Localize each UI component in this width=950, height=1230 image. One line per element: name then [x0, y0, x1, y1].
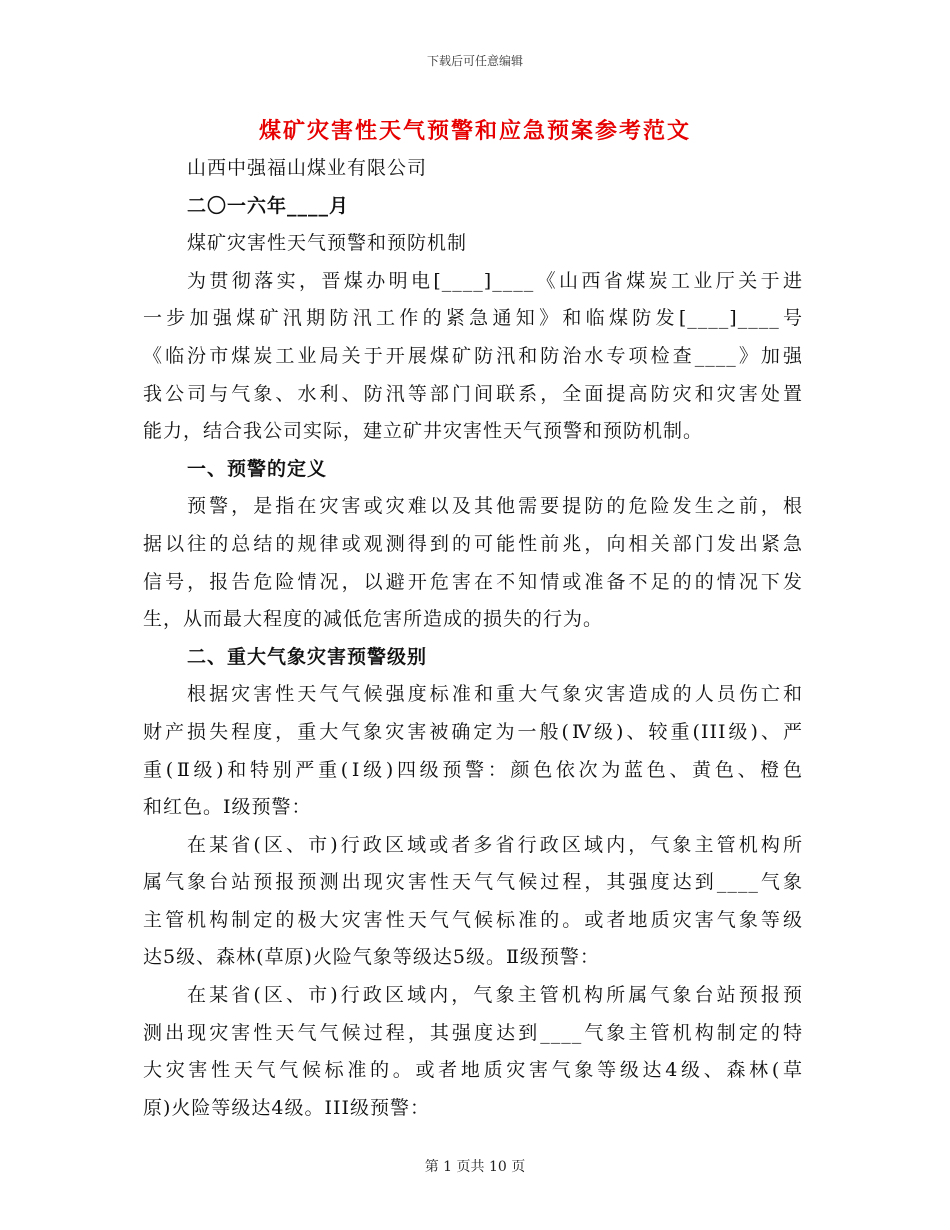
paragraph-line: 信号，报告危险情况，以避开危害在不知情或准备不足的的情况下发: [143, 570, 803, 593]
paragraph-line: 根据灾害性天气气候强度标准和重大气象灾害造成的人员伤亡和: [187, 683, 803, 706]
paragraph-line: 主管机构制定的极大灾害性天气气候标准的。或者地质灾害气象等级: [143, 908, 803, 931]
paragraph-line: 在某省(区、市)行政区域内，气象主管机构所属气象台站预报预: [187, 984, 803, 1007]
paragraph-line: 在某省(区、市)行政区域或者多省行政区域内，气象主管机构所: [187, 833, 803, 856]
paragraph-line: 山西中强福山煤业有限公司: [187, 157, 428, 179]
page-footer: 第 1 页共 10 页: [424, 1159, 526, 1175]
paragraph-line: 达5级、森林(草原)火险气象等级达5级。Ⅱ级预警：: [143, 946, 600, 969]
paragraph-line: 据以往的总结的规律或观测得到的可能性前兆，向相关部门发出紧急: [143, 532, 803, 555]
paragraph-line: 一步加强煤矿汛期防汛工作的紧急通知》和临煤防发[____]____号: [143, 307, 803, 330]
section-heading: 二、重大气象灾害预警级别: [187, 645, 428, 668]
section-heading: 一、预警的定义: [187, 457, 328, 480]
paragraph-line: 财产损失程度，重大气象灾害被确定为一般(Ⅳ级)、较重(III级)、严: [143, 720, 803, 743]
paragraph-line: 《临汾市煤炭工业局关于开展煤矿防汛和防治水专项检查____》加强: [143, 344, 803, 367]
paragraph-line: 煤矿灾害性天气预警和预防机制: [187, 232, 468, 255]
paragraph-line: 和红色。Ⅰ级预警：: [143, 796, 312, 819]
document-body: [143, 150, 803, 1127]
document-title: 煤矿灾害性天气预警和应急预案参考范文: [258, 118, 691, 144]
section-heading: 二〇一六年____月: [187, 194, 350, 217]
paragraph-line: 测出现灾害性天气气候过程，其强度达到____气象主管机构制定的特: [143, 1021, 803, 1044]
paragraph-line: 能力，结合我公司实际，建立矿井灾害性天气预警和预防机制。: [143, 420, 704, 443]
paragraph-line: 大灾害性天气气候标准的。或者地质灾害气象等级达4级、森林(草: [143, 1059, 803, 1082]
paragraph-line: 预警，是指在灾害或灾难以及其他需要提防的危险发生之前，根: [187, 495, 803, 518]
paragraph-line: 属气象台站预报预测出现灾害性天气气候过程，其强度达到____气象: [143, 871, 803, 894]
paragraph-line: 原)火险等级达4级。III级预警：: [143, 1096, 431, 1119]
paragraph-line: 生，从而最大程度的减低危害所造成的损失的行为。: [143, 608, 604, 631]
paragraph-line: 我公司与气象、水利、防汛等部门间联系，全面提高防灾和灾害处置: [143, 382, 803, 405]
paragraph-line: 重(Ⅱ级)和特别严重(Ⅰ级)四级预警：颜色依次为蓝色、黄色、橙色: [143, 758, 803, 781]
page-header: 下载后可任意编辑: [426, 54, 523, 68]
paragraph-line: 为贯彻落实，晋煤办明电[____]____《山西省煤炭工业厅关于进: [187, 269, 803, 292]
